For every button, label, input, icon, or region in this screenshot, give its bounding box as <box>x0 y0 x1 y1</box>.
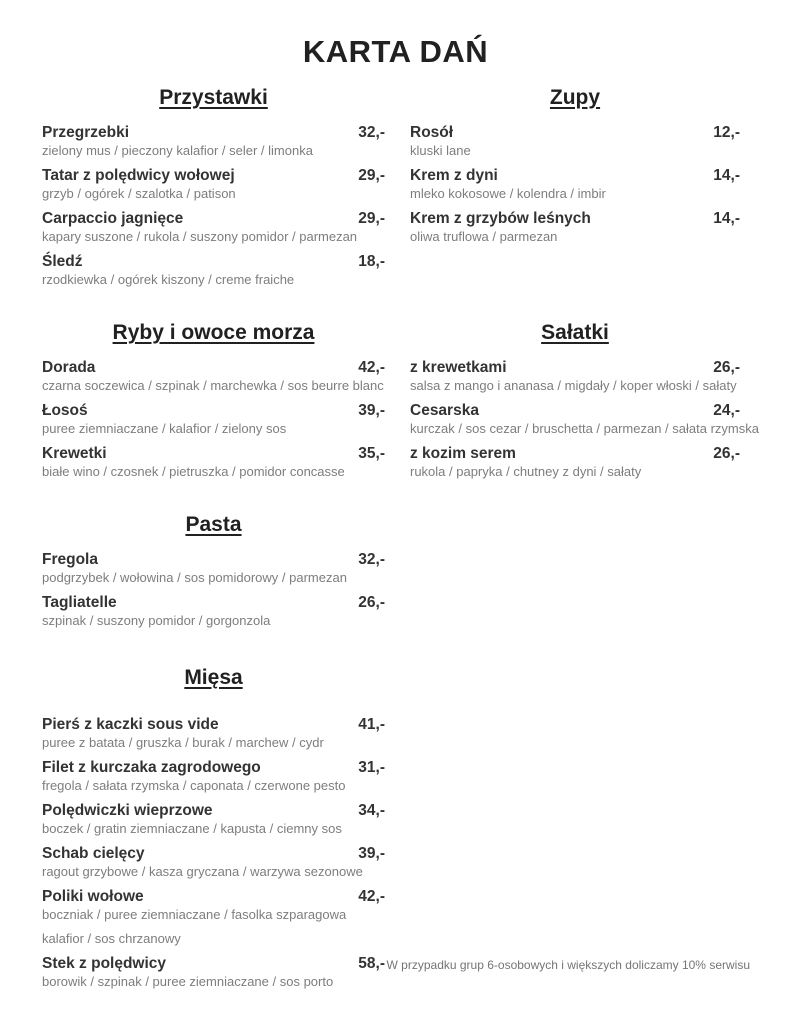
dish-name: Tatar z polędwicy wołowej <box>42 167 235 184</box>
dish-row <box>42 550 385 570</box>
dish-row <box>42 123 385 143</box>
dish-description: szpinak / suszony pomidor / gorgonzola <box>42 613 271 628</box>
dish-description: rzodkiewka / ogórek kiszony / creme fraiche <box>42 272 295 287</box>
dish-row <box>42 166 385 186</box>
dish-description: kurczak / sos cezar / bruschetta / parmezan / sałata rzymska <box>410 421 759 436</box>
menu-item <box>42 954 385 990</box>
dish-price: 26,- <box>713 445 740 462</box>
menu-item <box>42 358 385 394</box>
section-przystawki <box>42 86 385 295</box>
dish-name: Polędwiczki wieprzowe <box>42 802 213 819</box>
menu-item <box>42 844 385 880</box>
dish-name: Krem z dyni <box>410 167 498 184</box>
dish-description: ragout grzybowe / kasza gryczana / warzywa sezonowe <box>42 864 363 879</box>
dish-price: 34,- <box>358 802 385 819</box>
dish-row <box>410 444 740 464</box>
dish-price: 14,- <box>713 167 740 184</box>
dish-row <box>42 758 385 778</box>
menu-item <box>42 715 385 751</box>
dish-row <box>42 401 385 421</box>
dish-name: z krewetkami <box>410 359 507 376</box>
dish-price: 14,- <box>713 210 740 227</box>
dish-description: podgrzybek / wołowina / sos pomidorowy / parmezan <box>42 570 347 585</box>
dish-price: 32,- <box>358 551 385 568</box>
menu-item <box>42 801 385 837</box>
menu-item <box>42 209 385 245</box>
section-title-salatki: Sałatki <box>541 321 609 344</box>
menu-row-1 <box>0 86 791 295</box>
dish-price: 58,- <box>358 955 385 972</box>
menu-item <box>42 593 385 629</box>
dish-price: 42,- <box>358 359 385 376</box>
dish-description: borowik / szpinak / puree ziemniaczane / sos porto <box>42 974 334 989</box>
dish-name: Carpaccio jagnięce <box>42 210 184 227</box>
dish-price: 31,- <box>358 759 385 776</box>
menu-item <box>42 887 385 947</box>
dish-row <box>410 401 740 421</box>
dish-description: grzyb / ogórek / szalotka / patison <box>42 186 236 201</box>
page-title: KARTA DAŃ <box>302 34 489 69</box>
section-miesa <box>42 666 385 997</box>
dish-row <box>410 358 740 378</box>
dish-description: boczek / gratin ziemniaczane / kapusta / ciemny sos <box>42 821 342 836</box>
dish-row <box>42 444 385 464</box>
menu-row-3 <box>0 513 791 636</box>
dish-description: kluski lane <box>410 143 471 158</box>
section-ryby <box>42 321 385 487</box>
menu-row-2 <box>0 321 791 487</box>
dish-name: Tagliatelle <box>42 594 117 611</box>
dish-row <box>410 123 740 143</box>
dish-price: 18,- <box>358 253 385 270</box>
dish-price: 39,- <box>358 845 385 862</box>
dish-name: Przegrzebki <box>42 124 130 141</box>
dish-row <box>410 209 740 229</box>
dish-name: Fregola <box>42 551 98 568</box>
dish-name: Schab cielęcy <box>42 845 145 862</box>
dish-row <box>42 209 385 229</box>
section-zupy <box>410 86 740 295</box>
dish-price: 29,- <box>358 210 385 227</box>
dish-name: Filet z kurczaka zagrodowego <box>42 759 261 776</box>
dish-description: puree ziemniaczane / kalafior / zielony sos <box>42 421 287 436</box>
dish-description: mleko kokosowe / kolendra / imbir <box>410 186 606 201</box>
dish-description-line-2: kalafior / sos chrzanowy <box>42 931 181 946</box>
dish-description: oliwa truflowa / parmezan <box>410 229 558 244</box>
dish-price: 24,- <box>713 402 740 419</box>
dish-name: Śledź <box>42 253 83 270</box>
dish-price: 41,- <box>358 716 385 733</box>
dish-description: zielony mus / pieczony kalafior / seler / limonka <box>42 143 313 158</box>
dish-name: Krem z grzybów leśnych <box>410 210 591 227</box>
dish-name: Pierś z kaczki sous vide <box>42 716 219 733</box>
dish-price: 42,- <box>358 888 385 905</box>
dish-name: Rosół <box>410 124 454 141</box>
section-salatki <box>410 321 759 487</box>
dish-name: Dorada <box>42 359 96 376</box>
dish-name: Cesarska <box>410 402 479 419</box>
dish-row <box>42 844 385 864</box>
dish-price: 29,- <box>358 167 385 184</box>
menu-item <box>410 123 740 159</box>
section-pasta <box>42 513 385 636</box>
menu-item <box>42 401 385 437</box>
dish-row <box>42 954 385 974</box>
dish-description: kapary suszone / rukola / suszony pomidor / parmezan <box>42 229 358 244</box>
dish-name: Poliki wołowe <box>42 888 144 905</box>
menu-item <box>42 444 385 480</box>
dish-description: rukola / papryka / chutney z dyni / sałaty <box>410 464 642 479</box>
dish-name: Stek z polędwicy <box>42 955 167 972</box>
menu-item <box>410 444 740 480</box>
menu-item <box>42 123 385 159</box>
dish-price: 32,- <box>358 124 385 141</box>
menu-item <box>410 358 740 394</box>
dish-row <box>42 358 385 378</box>
dish-price: 35,- <box>358 445 385 462</box>
dish-price: 39,- <box>358 402 385 419</box>
dish-description: czarna soczewica / szpinak / marchewka / sos beurre blanc <box>42 378 384 393</box>
dish-name: Łosoś <box>42 402 88 419</box>
dish-description: boczniak / puree ziemniaczane / fasolka szparagowa <box>42 907 347 922</box>
section-title-pasta: Pasta <box>185 513 242 536</box>
menu-item <box>410 209 740 245</box>
dish-description: salsa z mango i ananasa / migdały / koper włoski / sałaty <box>410 378 737 393</box>
dish-price: 26,- <box>358 594 385 611</box>
dish-name: z kozim serem <box>410 445 516 462</box>
dish-name: Krewetki <box>42 445 107 462</box>
menu-item <box>410 166 740 202</box>
dish-row <box>410 166 740 186</box>
dish-row <box>42 801 385 821</box>
menu-item <box>42 252 385 288</box>
section-title-miesa: Mięsa <box>184 666 243 689</box>
section-title-zupy: Zupy <box>549 86 601 109</box>
dish-row <box>42 252 385 272</box>
section-title-przystawki: Przystawki <box>159 86 268 109</box>
dish-price: 12,- <box>713 124 740 141</box>
menu-item <box>42 550 385 586</box>
menu-row-4 <box>0 666 791 997</box>
service-charge-note: W przypadku grup 6-osobowych i większych doliczamy 10% serwisu <box>386 958 750 972</box>
dish-row <box>42 887 385 907</box>
dish-description: białe wino / czosnek / pietruszka / pomidor concasse <box>42 464 345 479</box>
dish-price: 26,- <box>713 359 740 376</box>
menu-item <box>410 401 759 437</box>
section-title-ryby: Ryby i owoce morza <box>112 321 315 344</box>
dish-row <box>42 715 385 735</box>
menu-item <box>42 758 385 794</box>
dish-description: fregola / sałata rzymska / caponata / czerwone pesto <box>42 778 346 793</box>
dish-row <box>42 593 385 613</box>
dish-description: puree z batata / gruszka / burak / marchew / cydr <box>42 735 324 750</box>
menu-item <box>42 166 385 202</box>
